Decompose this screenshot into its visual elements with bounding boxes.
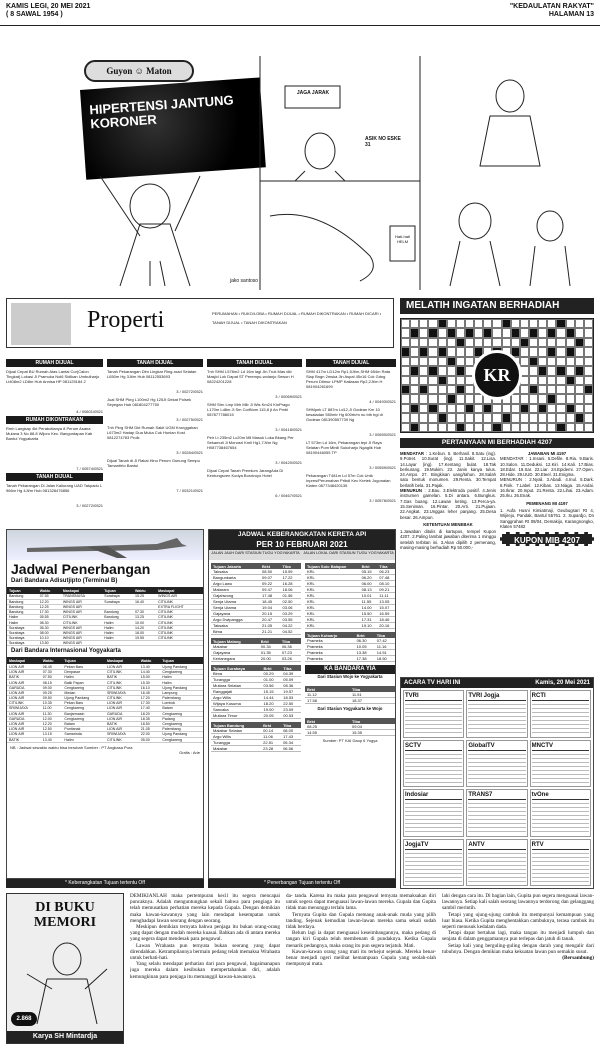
classified-col-1 bbox=[6, 359, 103, 524]
serial-drawing bbox=[7, 934, 125, 1024]
tv-channel-block bbox=[466, 690, 527, 738]
comic-note: ASIK NO ESKE 31 bbox=[365, 136, 401, 148]
train-jakarta: Tujuan Jakarta Brkt Tiba Taksaka 08.50 15.59 Bangunkarta 09.07 17.22 Argo Lawu 09.22 16.28 Mataram 09.47 18.06 Gajahwong 17.48 01.56 Senja Utama 18.45 02.50 Senja Utama 19.04 03.06 Gajayana 20.15 03.29 Argo Dwipangga 20.47 03.55 Taksaka 21.05 04.22 Bima 21.21 04.52 bbox=[211, 563, 301, 635]
tv-listing-lines bbox=[532, 800, 589, 832]
train-row: 11.12 11.51 bbox=[305, 692, 395, 698]
tv-channel-name: ANTV bbox=[468, 841, 525, 850]
tv-channel-name: GlobalTV bbox=[468, 742, 525, 751]
flight-row: BATIK 13.40 Halim CITILINK 05.00 Cengkareng bbox=[7, 737, 203, 742]
smiley-icon: ☺ bbox=[134, 66, 144, 76]
flight-row: LION AIR 07.30 Denpasar CITILINK 14.40 Cengkareng bbox=[7, 670, 203, 675]
ad-text: Rmh Langkap 4kt Perabotlanya 8 Perum Asana Mulana 3 No 88.8 Wijoro Kec. Banguntapan Kab Bantul Yogyakarta bbox=[6, 426, 93, 441]
train-row: Gajayana 20.15 03.29 bbox=[211, 611, 301, 617]
flight-row: CITILINK 10.35 Pekan Baru LION AIR 17.30 Lombok bbox=[7, 701, 203, 706]
train-row: 14.55 15.35 bbox=[305, 730, 395, 736]
train-row: Mutiara Selatan 03.56 08.36 bbox=[211, 683, 301, 689]
train-row: KRL 05.15 06.23 bbox=[305, 569, 395, 575]
train-right: Tujuan Solo Balapan Brkt Tiba KRL 05.15 06.23 KRL 06.20 07.48 KRL 06.00 08.10 KRL 08.13 09.21 KRL 10.01 11.11 KRL 11.55 13.05 KRL 14.00 15.07 KRL 15.50 16.59 KRL 17.31 18.46 KRL 19.10 20.16 Tujuan Kutoarjo Brkt Tiba Prameks 06.30 07.42 Prameks 10.05 11.16 Prameks 13.38 14.51 Prameks 17.38 18.50 KA BANDARA YIA Dari Stasiun Wojo ke Yogyakarta Brkt Tiba 11.12 11.51 17.58 18.37 Dari Stasiun Yogyakarta ke Wojo Brkt Tiba 08.25 09.04 14.55 15.35 Sumber: PT KAI Daop 6 Yogya bbox=[305, 563, 395, 743]
ad-text: Dijual Cepat BU Rumah Atas Lantai Cor(Calon Tingkat) Lokasi Jl Pramuka Nol6 Sidikan Umbulharjo Lt408m2 LD8m Hub Annisa HP 081125184 2 bbox=[6, 369, 100, 384]
tv-channel-name: RTV bbox=[532, 841, 589, 850]
comic-author: jako santoso bbox=[230, 278, 259, 284]
ad-text: Tnh Pkrg SHM Dkt Rumah Sakit UGM Kronggahan L673m2 Hadap Dua Muka Cok Hunian Kost 0812274783 Prolk bbox=[107, 425, 198, 440]
flight-row: Surabaya 13.50 WINGS AIR bbox=[7, 641, 203, 646]
flight-row: Surabaya 10.10 WINGS AIR Halim 19.55 CITILINK bbox=[7, 636, 203, 641]
section-heading: RUMAH DIJUAL bbox=[6, 359, 103, 367]
section-heading: TANAH DIJUAL bbox=[207, 359, 302, 367]
train-row: Kertanegara 20.00 03.26 bbox=[211, 656, 301, 662]
section-heading: TANAH DIJUAL bbox=[6, 473, 103, 481]
flight-row: LION AIR 09.50 Ujung Pandang CITILINK 17.20 Palembang bbox=[7, 696, 203, 701]
tv-schedule bbox=[400, 677, 594, 889]
train-row: Wijaya Kusuma 18.20 22.50 bbox=[211, 701, 301, 707]
ad-code: 3 / 00550/0521 bbox=[369, 432, 396, 437]
tv-channel-name: SCTV bbox=[405, 742, 462, 751]
ad-code: 3 / 00275/0521 bbox=[176, 417, 203, 422]
ad-code: 4 / 00601/0521 bbox=[76, 409, 103, 414]
train-row: Bima 21.21 04.52 bbox=[211, 629, 301, 635]
train-row: Argo Dwipangga 20.47 03.55 bbox=[211, 617, 301, 623]
serial-byline: Karya SH Mintardja bbox=[7, 1031, 123, 1043]
header-page: HALAMAN 13 bbox=[548, 11, 594, 18]
tv-listing-lines bbox=[532, 751, 589, 783]
tv-channel-name: Indosiar bbox=[405, 791, 462, 800]
section-heading: TANAH DIJUAL bbox=[306, 359, 396, 367]
classified-col-2 bbox=[107, 359, 203, 524]
ad-code: 3 / 00069/0521 bbox=[275, 394, 302, 399]
tv-channel-name: MNCTV bbox=[532, 742, 589, 751]
flight-row: Bandung 12.25 WINGS AIR EXTRA FLIGHT bbox=[7, 604, 203, 609]
train-row: KRL 17.31 18.46 bbox=[305, 617, 395, 623]
properti-title: Properti bbox=[87, 307, 165, 333]
train-row: Prameks 10.05 11.16 bbox=[305, 644, 395, 650]
ad-text: SHM 417m LD12m Rp1,5Jt/m,SHM 654m Rata Siap Bngn 2mska Jln Aspal 45x16 Cck Gdng Perum Dtlmur LPMP Kaliasan Rp2,2Jt/m H 081904261699 bbox=[306, 369, 391, 389]
train-row: Malabar Selatan 00.14 08.00 bbox=[211, 728, 301, 734]
tv-listing-lines bbox=[405, 751, 462, 783]
serial-illustration bbox=[6, 893, 124, 1044]
train-solo: Tujuan Solo Balapan Brkt Tiba KRL 05.15 06.23 KRL 06.20 07.48 KRL 06.00 08.10 KRL 08.13 09.21 KRL 10.01 11.11 KRL 11.55 13.05 KRL 14.00 15.07 KRL 15.50 16.59 KRL 17.31 18.46 KRL 19.10 20.16 bbox=[305, 563, 395, 629]
flight-row: LION AIR 06.45 Pekan Baru LION AIR 13.40 Ujung Pandang bbox=[7, 664, 203, 669]
flight-sub1: Dari Bandara Adisutjipto (Terminal B) bbox=[11, 578, 118, 584]
train-row: KRL 10.01 11.11 bbox=[305, 593, 395, 599]
section-heading: TANAH DIJUAL bbox=[107, 359, 203, 367]
tv-channel-block bbox=[466, 789, 527, 837]
train-bandara-head: KA BANDARA YIA bbox=[305, 665, 395, 674]
header-right bbox=[510, 3, 594, 19]
train-row: Gajayana 01.35 07.23 bbox=[211, 650, 301, 656]
tv-listing-lines bbox=[532, 850, 589, 882]
train-title: JADWAL KEBERANGKATAN KERETA API PER 10 FEBRUARI 2021 bbox=[209, 530, 395, 550]
ad-text: Jual SHM Pkrg L100m2 Hg 125Jt Dekat Polsek Seyegan Hub 081804277750 bbox=[107, 397, 192, 407]
train-bandung: Tujuan Bandung Brkt Tiba Malabar Selatan 00.14 08.00 Argo Wilis 11.06 17.43 Turangga 22.51 05.34 Malabar 23.28 06.56 bbox=[211, 722, 301, 752]
ad-code: 7 / 00321/0521 bbox=[176, 488, 203, 493]
train-row: KRL 11.55 13.05 bbox=[305, 599, 395, 605]
train-row: Senja Utama 19.04 03.06 bbox=[211, 605, 301, 611]
tv-channel-name: RCTI bbox=[532, 692, 589, 701]
train-row: KRL 06.20 07.48 bbox=[305, 575, 395, 581]
ad-text: Pekarangan T481m Ld 57m Cck Untk Inpres/Perumahan Pribdi Kec Kretek Jogonalan Klaten 0877348420135 bbox=[306, 473, 391, 488]
flight-row: LION AIR 09.25 Medan SRIWIJAYA 16.45 Lampung bbox=[7, 690, 203, 695]
flight-row: Halim 05.55 CITILINK Bandung 13.25 CITILINK bbox=[7, 615, 203, 620]
drawing-main-character bbox=[100, 176, 200, 286]
tv-listing-lines bbox=[468, 701, 525, 733]
flight-schedule bbox=[6, 529, 204, 879]
plane-image bbox=[7, 530, 203, 560]
train-row: KRL 14.00 15.07 bbox=[305, 605, 395, 611]
tv-channel-block bbox=[403, 839, 464, 887]
comic-strip bbox=[80, 56, 594, 290]
classified-col-3 bbox=[207, 359, 302, 524]
flight-table-yia: Maskapai Waktu Tujuan Maskapai Waktu Tujuan LION AIR 06.45 Pekan Baru LION AIR 13.40 Ujung Pandang LION AIR 07.30 Denpasar CITILINK 14.40 Cengkareng BATIK 07.50 Halim BATIK 15.00 Halim LION AIR 08.15 Balik Papan CITILINK 15.30 Halim GARUDA 09.00 Cengkareng CITILINK 16.10 Ujung Pandang LION AIR 09.25 Medan SRIWIJAYA 16.45 Lampung LION AIR 09.50 Ujung Pandang CITILINK 17.20 Palembang CITILINK 10.35 Pekan Baru LION AIR 17.30 Lombok SRIWIJAYA 11.00 Cengkareng LION AIR 17.40 Batam LION AIR 11.30 Banjarmasin GARUDA 18.20 Cengkareng GARUDA 12.00 Cengkareng LION AIR 18.35 Padang LION AIR 12.20 Batam BATIK 18.50 Cengkareng LION AIR 12.50 Pontianak LION AIR 21.05 Palembang LION AIR 13.15 Samarinda SRIWIJAYA 22.00 Ujung Pandang BATIK 13.40 Halim CITILINK 05.00 Cengkareng bbox=[7, 657, 203, 742]
tv-listing-lines bbox=[468, 751, 525, 783]
train-left bbox=[211, 563, 301, 752]
train-row: KRL 06.00 08.10 bbox=[305, 581, 395, 587]
train-row: KRL 08.13 09.21 bbox=[305, 587, 395, 593]
header-hijri: ( 8 SAWAL 1954 ) bbox=[6, 11, 63, 18]
train-row: Sancaka 19.00 23.09 bbox=[211, 707, 301, 713]
tv-grid bbox=[401, 688, 593, 888]
train-row: Argo Lawu 09.22 16.28 bbox=[211, 581, 301, 587]
flight-row: Bandung 07.55 TRANSNUSA Surabaya 15.25 WINGS AIR bbox=[7, 594, 203, 599]
ad-code: 3 / 00272/0521 bbox=[76, 503, 103, 508]
tv-listing-lines bbox=[468, 800, 525, 832]
train-row: Argo Wilis 11.06 17.43 bbox=[211, 734, 301, 740]
flight-note: NB : Jadwal sewaktu waktu bisa berubah Sumber : PT Angkasa Pura bbox=[10, 744, 133, 750]
ad-code: 6 / 00467/0521 bbox=[275, 493, 302, 498]
flight-row: Bandung 12.20 WINGS AIR Surabaya 16.40 CITILINK bbox=[7, 599, 203, 604]
plane-icon bbox=[7, 530, 204, 560]
tv-channel-block bbox=[530, 690, 591, 738]
classified-col-4 bbox=[306, 359, 396, 524]
flight-row: SRIWIJAYA 11.00 Cengkareng LION AIR 17.40 Batam bbox=[7, 706, 203, 711]
flight-credit: Grafis : Arie bbox=[179, 749, 200, 755]
article-col-1: DEMIKIANLAH maka pertempuran kecil itu segera mencapai puncaknya. Adalah menguntungkan sekali bahwa para pengiaga itu telah memusatkan perhatian mereka kepada Gupala. Dengan demikian maka kawan-kawannya yang lain mendapat kesempatan untuk menghadapi lawan seorang dengan seorang. Meskipun demikian ternyata bahwa penjaga itu bukan orang-orang yang dapat dengan mudah mereka kuasai. Bahkan ada di antara mereka yang segera dapat mendesak para pengawal. Lawan Wrahasta pun ternyata bukan seorang yang dapat direndahkan. Ketrampilannya bermain pedang telah memaksa Wrahasta untuk berhati-hati. Yang selalu mendapat perhatian dari para pengawal, bagaimanapun juga mereka dalam kesibukan mempertahankan diri, adalah kemungkinan para penjaga itu memanggil kawan-kawannya. bbox=[130, 893, 280, 980]
crossword-panel bbox=[400, 298, 594, 673]
serial-number: 2.868 bbox=[11, 1012, 37, 1026]
train-row: KRL 19.10 20.16 bbox=[305, 623, 395, 629]
train-row: Prameks 06.30 07.42 bbox=[305, 638, 395, 644]
train-bandara-1: Brkt Tiba 11.12 11.51 17.58 18.37 bbox=[305, 686, 395, 704]
tv-channel-block bbox=[530, 789, 591, 837]
kr-logo-circle: KR bbox=[472, 350, 522, 400]
tv-channel-block bbox=[530, 740, 591, 788]
train-row: 08.25 09.04 bbox=[305, 724, 395, 730]
train-row: Taksaka 08.50 15.59 bbox=[211, 569, 301, 575]
properti-tags: PERUMAHAN • RUKO/LOBA • RUMAH DIJUAL • RUMAH DIKONTRAKAN • RUMAH DICARI • TANAH DIJUAL • TANAH DIKONTRAKAN bbox=[212, 311, 382, 325]
ad-code: 3 / 00420/0521 bbox=[275, 460, 302, 465]
ad-text: SHMpek LT 887m Ld12,Jl Godean Km 10 kesaladan 550mtr Hg 600rb/m nu bth bgi di Godean 081390557739 Ng bbox=[306, 407, 383, 422]
tv-title-bar: ACARA TV HARI INI Kamis, 20 Mei 2021 bbox=[401, 678, 593, 688]
crossword-title: MELATIH INGATAN BERHADIAH bbox=[400, 298, 594, 314]
ad-code: 3 / 00272/0521 bbox=[176, 389, 203, 394]
train-footer: * Penerbangan Tujuan tertentu Off bbox=[208, 879, 396, 888]
ad-code: 3 / 00418/0521 bbox=[275, 427, 302, 432]
crossword-subtitle: PERTANYAAN MI BERHADIAH 4207 bbox=[400, 438, 594, 448]
flight-row: Surabaya 06.30 WINGS AIR Halim 14.20 CITILINK bbox=[7, 625, 203, 630]
section-heading: RUMAH DIKONTRAKAN bbox=[6, 416, 103, 424]
ad-text: Dijual Tanah di Jl Rakai Hino Perum Gunung Sempu Tamantirto Bantul bbox=[107, 458, 200, 468]
flight-row: BATIK 07.50 Halim BATIK 15.00 Halim bbox=[7, 675, 203, 680]
header-paper: "KEDAULATAN RAKYAT" bbox=[509, 3, 594, 10]
sign-jaga-jarak: JAGA JARAK bbox=[296, 90, 330, 96]
train-row: 17.58 18.37 bbox=[305, 698, 395, 704]
flight-footer: * Keberangkatan Tujuan tertentu Off bbox=[6, 879, 204, 888]
ad-text: Tanah Pekarangan Di Jalan Kaliurang UAD Takpadu L 966m Hg 4Jt/m Hub 081328476856 bbox=[6, 483, 103, 493]
train-station-heads: JALAN JAUH DARI STASIUN TUGU YOGYAKARTA JALAN LOKAL DARI STASIUN TUGU YOGYAKARTA bbox=[209, 550, 395, 560]
comic-caption: HIPERTENSI JANTUNG KORONER bbox=[88, 92, 235, 132]
train-kutoarjo: Tujuan Kutoarjo Brkt Tiba Prameks 06.30 07.42 Prameks 10.05 11.16 Prameks 13.38 14.51 Prameks 17.38 18.50 bbox=[305, 632, 395, 662]
train-surabaya: Tujuan Surabaya Brkt Tiba Bima 00.29 04.39 Turangga 01.00 05.09 Mutiara Selatan 03.56 08.36 Ranggajati 15.15 19.57 Argo Wilis 14.44 18.53 Wijaya Kusuma 18.20 22.50 Sancaka 19.00 23.09 Mutiara Timur 20.05 00.53 bbox=[211, 665, 301, 719]
train-row: Prameks 13.38 14.51 bbox=[305, 650, 395, 656]
train-row: Malabar 23.28 06.56 bbox=[211, 746, 301, 752]
ad-text: SHM Strn Lmp Mrh Mllr Jl Wis Km24 KinPrago L170m Ld8m Jl Sm CorBlom 115,8 jt An Pmbl 087877788015 bbox=[207, 402, 290, 417]
ad-text: Dijual Cepat Tanah Premium JarangAda Di Kentungsven Kodya Borotruyo Hotel bbox=[207, 468, 284, 478]
header-date: KAMIS LEGI, 20 MEI 2021 bbox=[6, 3, 91, 10]
flight-row: GARUDA 12.00 Cengkareng LION AIR 18.35 Padang bbox=[7, 716, 203, 721]
tv-listing-lines bbox=[405, 701, 462, 733]
serial-title: DI BUKU MEMORI bbox=[33, 900, 97, 930]
comic-title-left: Guyon bbox=[106, 66, 133, 76]
flight-row: LION AIR 13.15 Samarinda SRIWIJAYA 22.00 Ujung Pandang bbox=[7, 732, 203, 737]
train-row: Gajahwong 17.48 01.56 bbox=[211, 593, 301, 599]
flight-row: LION AIR 12.50 Pontianak LION AIR 21.05 Palembang bbox=[7, 727, 203, 732]
train-row: Malabar 00.34 06.36 bbox=[211, 644, 301, 650]
ad-text: Tanah Pekarangan Dlm Lingkar Ring-road Selatan L650m Hg 3Jt/m Hub 08112553693 bbox=[107, 369, 197, 379]
flight-table-adisutjipto: Tujuan Waktu Maskapai Tujuan Waktu Maskapai Bandung 07.55 TRANSNUSA Surabaya 15.25 WINGS AIR Bandung 12.20 WINGS AIR Surabaya 16.40 CITILINK Bandung 12.25 WINGS AIR EXTRA FLIGHT Bandung 17.30 WINGS AIR Bandung 07.30 CITILINK Halim 05.55 CITILINK Bandung 13.25 CITILINK Halim 08.30 CITILINK Halim 10.00 CITILINK Surabaya 06.30 WINGS AIR Halim 14.20 CITILINK Surabaya 08.00 WINGS AIR Halim 18.00 CITILINK Surabaya 10.10 WINGS AIR Halim 19.55 CITILINK Surabaya 13.50 WINGS AIR bbox=[7, 587, 203, 646]
tv-channel-block bbox=[530, 839, 591, 887]
bag-label: Hati-hati HELM bbox=[395, 234, 410, 244]
ad-text: Tnh SHM L578m2 Ld 16m lagi Jln.Truk Mas dkt Masjid Lok Dapat ST Perempu-wolanjo Sewon H 08224201228 bbox=[207, 369, 294, 384]
flight-row: Bandung 17.30 WINGS AIR Bandung 07.30 CITILINK bbox=[7, 610, 203, 615]
tv-listing-lines bbox=[532, 701, 589, 733]
train-row: Bangunkarta 09.07 17.22 bbox=[211, 575, 301, 581]
tv-channel-block bbox=[403, 690, 464, 738]
properti-house-icon bbox=[11, 303, 71, 345]
ad-code: 3 / 00559/0521 bbox=[369, 465, 396, 470]
train-schedule bbox=[208, 529, 396, 879]
ad-code: 3 / 00284/0521 bbox=[176, 450, 203, 455]
tv-channel-name: TVRI Jogja bbox=[468, 692, 525, 701]
flight-title: Jadwal Penerbangan bbox=[11, 561, 151, 577]
train-row: Mataram 09.47 18.06 bbox=[211, 587, 301, 593]
ad-code: 7 / 00574/0521 bbox=[76, 466, 103, 471]
ad-text: Pelr Lt 235m2 Lc20m Mll Masuk Loka Bkang Per Sekamuti Jl Monosri Kmll Hg1,7Jt/m Ng H087738467654 bbox=[207, 435, 294, 450]
train-row: Turangga 01.00 05.09 bbox=[211, 677, 301, 683]
train-row: Senja Utama 18.45 02.50 bbox=[211, 599, 301, 605]
train-row: Prameks 17.38 18.50 bbox=[305, 656, 395, 662]
flight-row: LION AIR 12.20 Batam BATIK 18.50 Cengkareng bbox=[7, 721, 203, 726]
train-row: Bima 00.29 04.39 bbox=[211, 671, 301, 677]
page-header bbox=[0, 0, 600, 26]
tv-channel-block bbox=[403, 740, 464, 788]
train-row: Ranggajati 15.15 19.57 bbox=[211, 689, 301, 695]
train-row: Turangga 22.51 05.34 bbox=[211, 740, 301, 746]
article-col-2: da- tanda. Karena itu maka para pengawal ternyata memaksakan diri untuk segera dapat menguasai lawan-lawan mereka. Gupala dan Gupita tidak mau menunggu terlalu lama. Ternyata Gupita dan Gupala memang anak-anak muda yang pilih tanding. Sejenak kemudian lawan-lawan mereka sama sekali sudah tidak berdaya. Belum lagi ia dapat menguasai keseimbangannya, maka pedang di tangan kiri Gupala telah membenam di pundaknya. Ketika Gupala menarik pedangnya, maka orang itu pun segera terjatuh. Mati. Kawan-kawan orang yang mati itu terkejut sejenak. Mereka benar-benar menjadi ngeri melihat kemampuan Gupala yang seolah-olah mempunyai mata. bbox=[286, 893, 436, 968]
flight-row: LION AIR 11.30 Banjarmasin GARUDA 18.20 Cengkareng bbox=[7, 711, 203, 716]
crossword-answers: JAWABAN MI 4197 MENDATAR : 1.Insani. 5.Defile. 8.Ria. 9.Baris. 10.Salon. 11.Deduksi. 12.Kiri. 14.Kali. 17.Bias. 18.Edar. 19.Sar. 22.Liar. 24.Epidemi. 27.Open. 28.Hide. 29.UUD. 30.Eteel. 31.Enigma. MENURUN : 2.Nyali. 3.Abadi. 4.Inul. 5.Dark. 6.Fisik. 7.Label. 12.Kibas. 13.Niaga. 15.Andai. 16.Ikrar. 20.Input. 21.Renta. 22.Lihai. 23.Adam. 25.Iku. 26.Enak. PEMENANG MI 4197 1. Aufa Husni Kimiatmaji, Geubugsari Rt 4, Wijirejo, Pandak, Bantul 55761. 2. Supardjo, Dn Sanggrahan Rt 08/04, Demakijo, Karangnongko, Klaten 57482 KUPON MIB 4207 bbox=[500, 451, 594, 546]
train-row: Taksaka 21.05 04.22 bbox=[211, 623, 301, 629]
article-col-3: lahi dengan cara itu. Di bagian lain, Gupita pun segera menguasai lawan-lawannya. Setiap kali salah seorang lawannya terdorong dan gelanggang sambil merintih. Tetapi yang ujung-ujung cambuk itu mempunyai kemampuan yang luar biasa. Ketika Gupita menghentakkan cambuknya, terasa cambuk itu seperti menusuk kedalam dada. Tetapi dapat bertahan lagi, maka tangan itu menjadi lumpuh dan senjata di dalam genggamannya pun terlepas dan jatuh di tanah. Setiap kali yang berguling-guling dengan darah yang mengalir dari tubuhnya. Dengan demikian maka kekuatan lawan pun semakin susut. (Bersambung) bbox=[442, 893, 594, 962]
kupon-box: KUPON MIB 4207 bbox=[500, 532, 594, 546]
properti-header bbox=[6, 298, 394, 348]
tv-listing-lines bbox=[468, 850, 525, 882]
tv-channel-name: tvOne bbox=[532, 791, 589, 800]
tv-channel-name: TRANS7 bbox=[468, 791, 525, 800]
train-row: Argo Wilis 14.44 18.53 bbox=[211, 695, 301, 701]
crossword-clues: MENDATAR : 1.Kebun. 5. Berhasil. 8.Satu (ing). 9.Potret. 10.Surat (ing). 11.Sakit. 12.Lisa. 14.Layar (ing). 17.Kentang bulat. 18.Tak berkurang. 19.Mukim. 22. Janin kanya tulus. 24.Ampo. 27. Bingkisan uang/tahun. 28.Salah satu bentuk monumen. 29.Renta. 30.Tempat berlatih bela. 31.Pajak. MENURUN : 2.Bau. 3.Elektroda positif. 4.Jenis instrumen gamelan. 5.Di antara. 6.Bungkus. 7.Gas buang. 12.Lawan keting. 13.Perca-ya. 15.Seniman. 16.Pintar. 20.Arti. 21.Pujaan. 22.Angkat. 23.Unggas leher panjang. 25.Desa besar. 26.Ampun. KETENTUAN MENEBAK 1.Jawaban ditulis di kartupos, tempel Kupon 4207. 2.Paling lambat jawaban diterima 1 minggu setelah terbitan ini. 3.Akan dipilih 2 pemenang, masing-masing berhadiah Rp 50.000,- bbox=[400, 451, 496, 551]
ad-text: LT 573m Ld 16m, Pekarangan tepi Jl Raya Selatan Pom Minili Sukoharjo Ngaglik Hub 08190446055 TP bbox=[306, 440, 382, 455]
header-left bbox=[6, 3, 90, 19]
tv-channel-block bbox=[466, 740, 527, 788]
comic-title-right: Maton bbox=[146, 66, 172, 76]
train-bandara-2: Brkt Tiba 08.25 09.04 14.55 15.35 bbox=[305, 718, 395, 736]
tv-listing-lines bbox=[405, 850, 462, 882]
tv-channel-name: JogjaTV bbox=[405, 841, 462, 850]
train-row: KRL 15.50 16.59 bbox=[305, 611, 395, 617]
tv-listing-lines bbox=[405, 800, 462, 832]
flight-row: GARUDA 09.00 Cengkareng CITILINK 16.10 Ujung Pandang bbox=[7, 685, 203, 690]
flight-row: Surabaya 08.00 WINGS AIR Halim 18.00 CITILINK bbox=[7, 630, 203, 635]
tv-channel-block bbox=[403, 789, 464, 837]
flight-row: Halim 08.30 CITILINK Halim 10.00 CITILINK bbox=[7, 620, 203, 625]
ad-code: 3 / 00578/0521 bbox=[369, 498, 396, 503]
train-malang: Tujuan Malang Brkt Tiba Malabar 00.34 06.36 Gajayana 01.35 07.23 Kertanegara 20.00 03.26 bbox=[211, 638, 301, 662]
tv-channel-name: TVRI bbox=[405, 692, 462, 701]
ad-code: 4 / 00493/0521 bbox=[369, 399, 396, 404]
tv-channel-block bbox=[466, 839, 527, 887]
flight-row: LION AIR 08.15 Balik Papan CITILINK 15.30 Halim bbox=[7, 680, 203, 685]
flight-sub2: Dari Bandara Internasional Yogyakarta bbox=[11, 648, 121, 655]
train-row: Mutiara Timur 20.05 00.53 bbox=[211, 713, 301, 719]
